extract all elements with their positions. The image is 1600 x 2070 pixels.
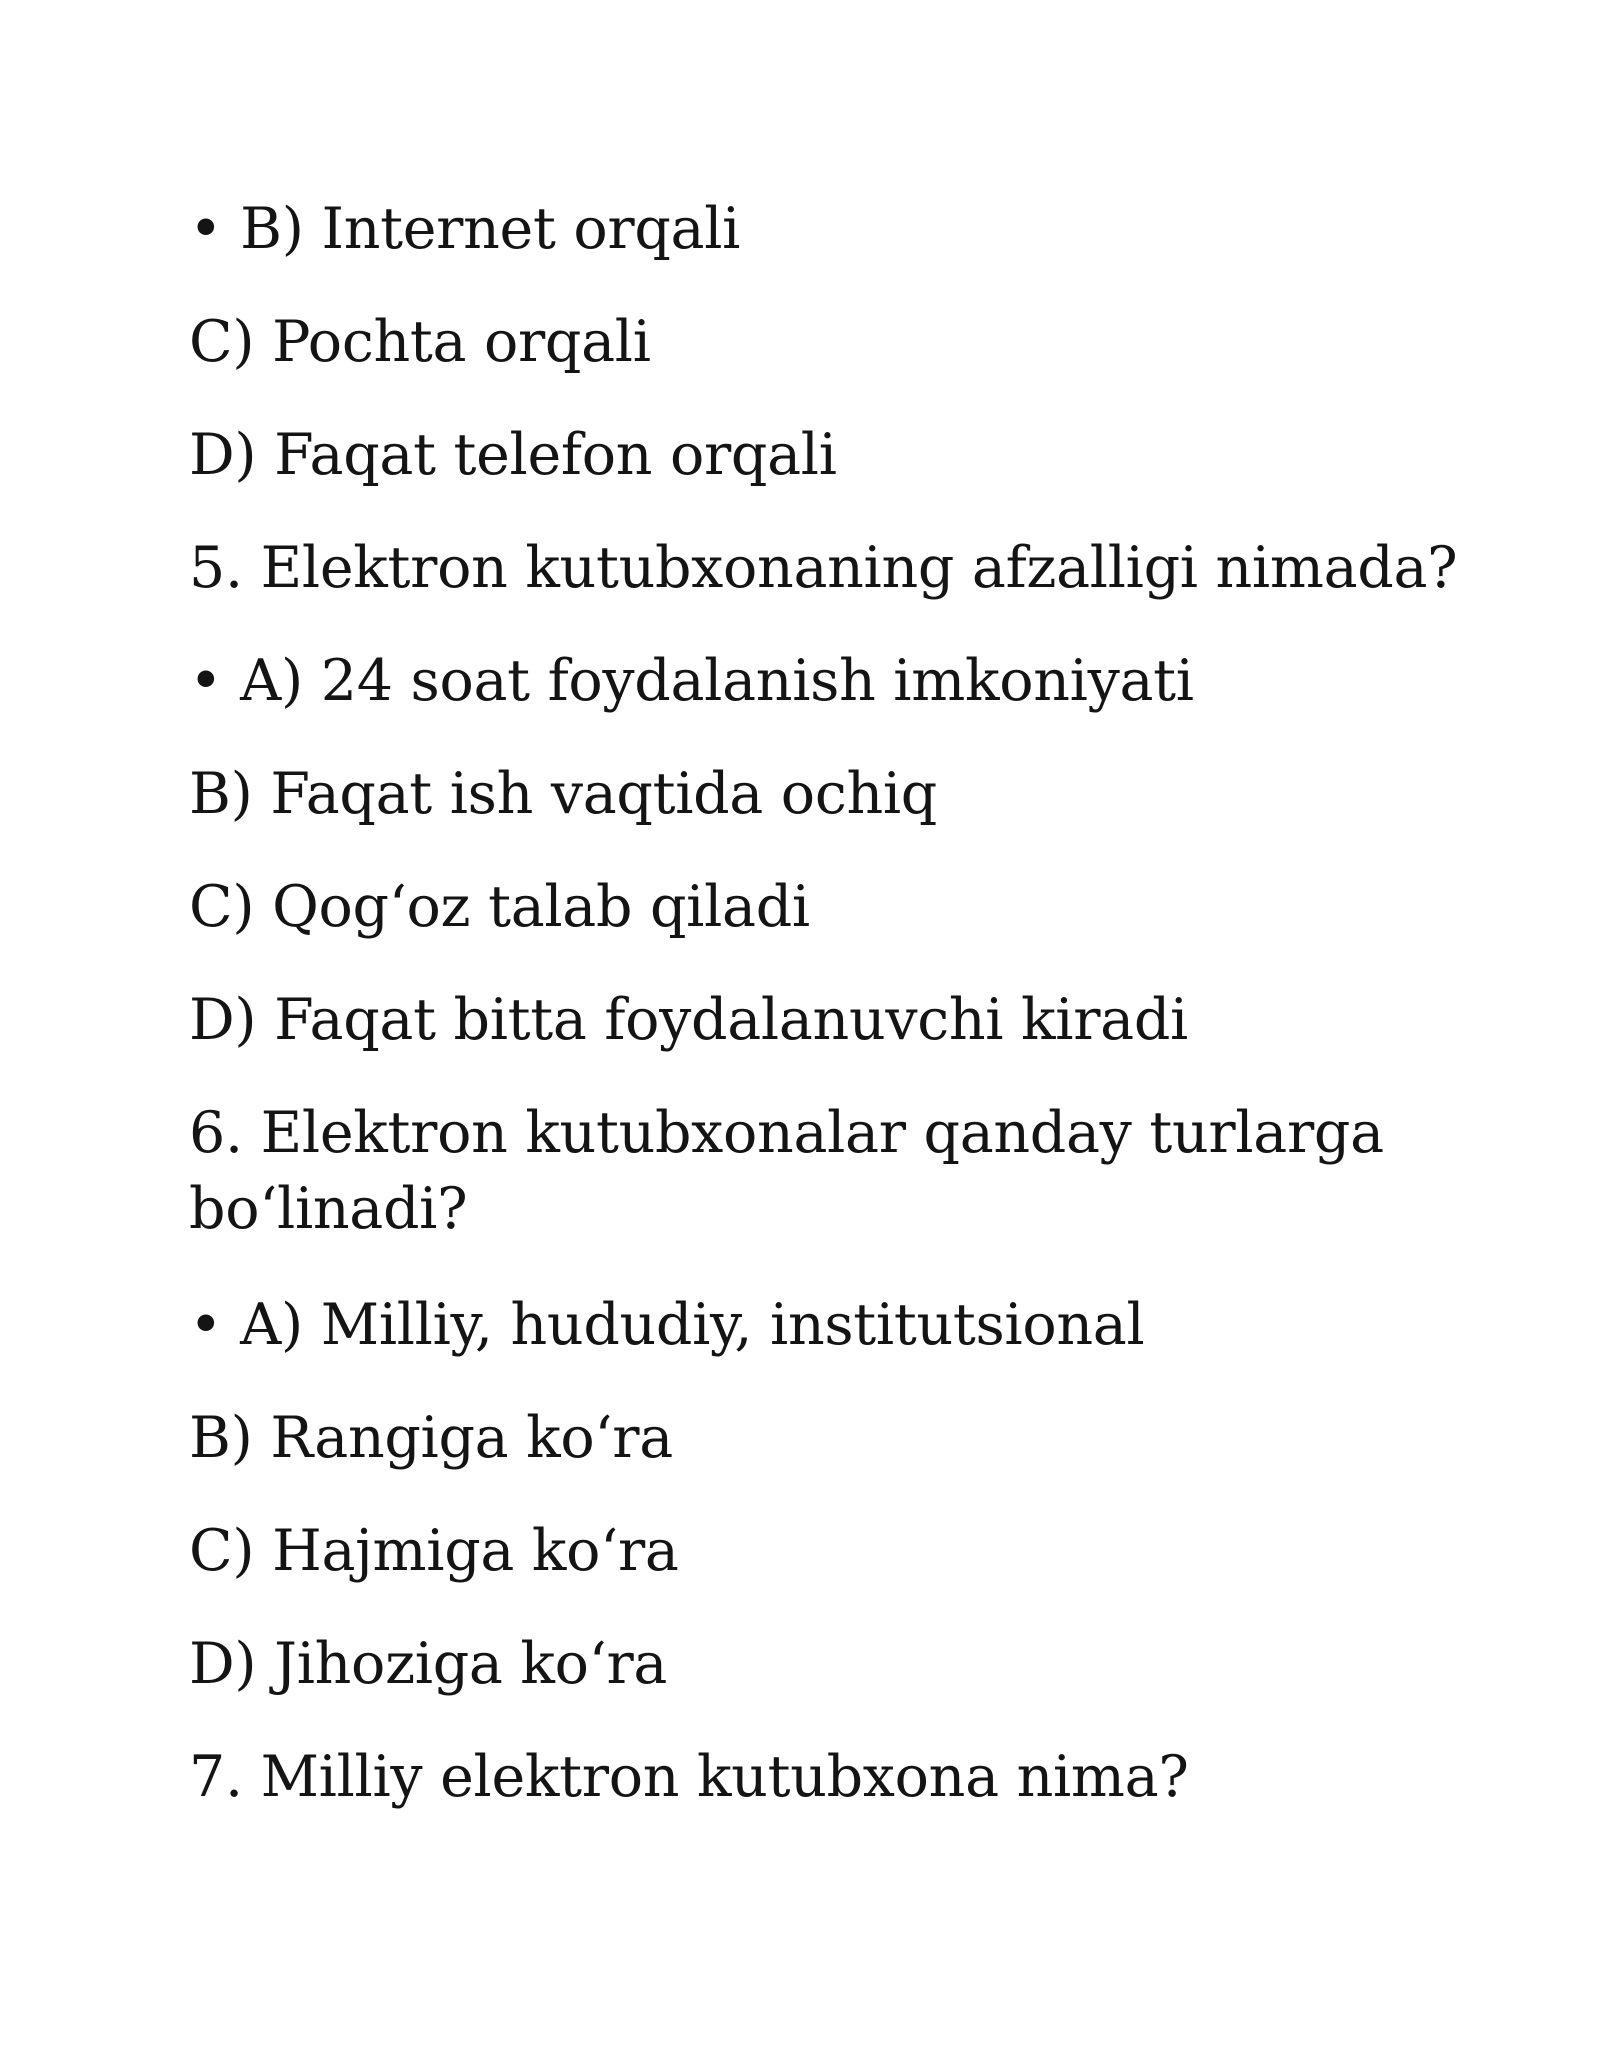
question-6: 6. Elektron kutubxonalar qanday turlarga bo‘linadi?	[189, 1100, 1384, 1242]
question-5: 5. Elektron kutubxonaning afzalligi nimada?	[189, 535, 1458, 601]
answer-option-d-jihoziga: D) Jihoziga ko‘ra	[189, 1631, 668, 1697]
answer-option-c-hajmiga: C) Hajmiga ko‘ra	[189, 1518, 679, 1584]
answer-option-b-ish-vaqtida: B) Faqat ish vaqtida ochiq	[189, 761, 937, 827]
answer-option-a-milliy: • A) Milliy, hududiy, institutsional	[189, 1292, 1145, 1358]
answer-option-c-pochta: C) Pochta orqali	[189, 309, 651, 375]
answer-option-d-telefon: D) Faqat telefon orqali	[189, 422, 837, 488]
answer-option-b-rangiga: B) Rangiga ko‘ra	[189, 1405, 673, 1471]
answer-option-b-internet: • B) Internet orqali	[189, 196, 741, 262]
answer-option-d-bitta: D) Faqat bitta foydalanuvchi kiradi	[189, 987, 1188, 1053]
answer-option-a-24-soat: • A) 24 soat foydalanish imkoniyati	[189, 648, 1194, 714]
question-7: 7. Milliy elektron kutubxona nima?	[189, 1744, 1189, 1810]
answer-option-c-qogoz: C) Qog‘oz talab qiladi	[189, 874, 810, 940]
